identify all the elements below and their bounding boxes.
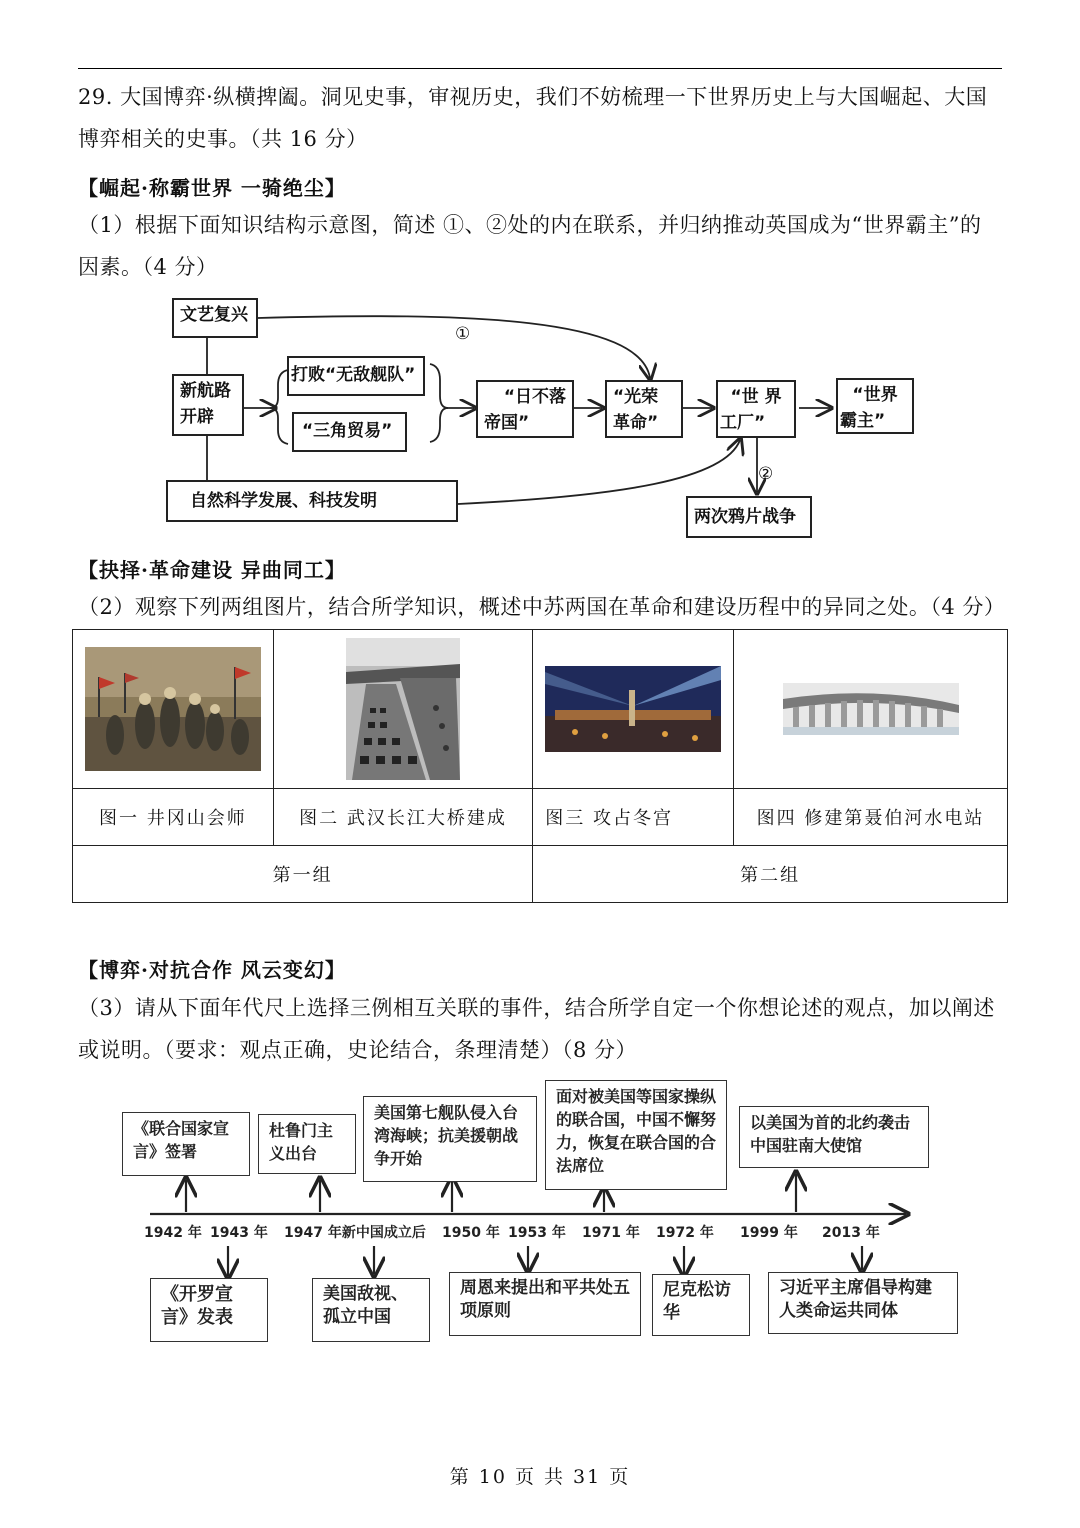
new-route-line-2: 开辟	[180, 407, 214, 427]
new-route-line-1: 新航路	[180, 381, 231, 401]
event-box-nato-embassy: 以美国为首的北约袭击中国驻南大使馆	[739, 1106, 929, 1168]
science-box: 自然科学发展、科技发明	[166, 480, 458, 522]
question-2: （2）观察下列两组图片，结合所学知识，概述中苏两国在革命和建设历程中的异同之处。（4 分）	[78, 595, 1006, 619]
section2-heading: 【抉择·革命建设 异曲同工】	[78, 558, 346, 582]
group-1-label: 第一组	[73, 846, 533, 903]
group-2-label: 第二组	[533, 846, 1008, 903]
event-box-seventh-fleet: 美国第七舰队侵入台湾海峡；抗美援朝战争开始	[363, 1096, 537, 1182]
event-box-cairo-declaration: 《开罗宣言》发表	[150, 1278, 268, 1342]
section1-heading: 【崛起·称霸世界 一骑绝尘】	[78, 176, 346, 200]
question-1-line-1: （1）根据下面知识结构示意图，简述 ①、②处的内在联系，并归纳推动英国成为“世界霸主”的	[78, 213, 982, 237]
year-1953: 1953 年	[508, 1225, 566, 1241]
event-box-truman-doctrine: 杜鲁门主义出台	[258, 1114, 356, 1174]
armada-box: 打败“无敌舰队”	[287, 356, 425, 396]
page-footer: 第 10 页 共 31 页	[449, 1466, 631, 1488]
opium-wars-box: 两次鸦片战争	[686, 496, 812, 538]
year-1999: 1999 年	[740, 1225, 798, 1241]
marker-2: ②	[758, 464, 774, 484]
year-1971: 1971 年	[582, 1225, 640, 1241]
question-1-line-2: 因素。（4 分）	[78, 255, 218, 279]
year-1972: 1972 年	[656, 1225, 714, 1241]
caption-3: 图三 攻占冬宫	[533, 789, 734, 846]
revolution-line-2: 革命”	[613, 413, 659, 433]
event-box-un-declaration: 《联合国家宣言》签署	[122, 1112, 250, 1176]
empire-line-2: 帝国”	[484, 413, 530, 433]
event-box-us-hostility: 美国敌视、孤立中国	[312, 1278, 430, 1342]
revolution-line-1: “光荣	[613, 387, 659, 407]
question-line-1: 29. 大国博弈·纵横捭阖。洞见史事，审视历史，我们不妨梳理一下世界历史上与大国崛起、大国	[78, 85, 988, 109]
event-box-un-seat: 面对被美国等国家操纵的联合国，中国不懈努力，恢复在联合国的合法席位	[545, 1080, 727, 1190]
factory-line-1: “世 界	[730, 387, 782, 407]
question-3-line-1: （3）请从下面年代尺上选择三例相互关联的事件，结合所学自定一个你想论述的观点，加以阐述	[78, 996, 995, 1020]
event-box-nixon-visit: 尼克松访华	[652, 1274, 750, 1336]
year-1950: 1950 年	[442, 1225, 500, 1241]
question-line-2: 博弈相关的史事。（共 16 分）	[78, 127, 368, 151]
hegemon-line-1: “世界	[852, 385, 898, 405]
caption-1: 图一 井冈山会师	[73, 789, 274, 846]
renaissance-box: 文艺复兴	[172, 298, 258, 338]
year-1942: 1942 年	[144, 1225, 202, 1241]
question-3-line-2: 或说明。（要求：观点正确，史论结合，条理清楚）（8 分）	[78, 1038, 638, 1062]
factory-line-2: 工厂”	[720, 413, 766, 433]
year-1947: 1947 年新中国成立后	[284, 1225, 426, 1241]
section3-heading: 【博弈·对抗合作 风云变幻】	[78, 958, 346, 982]
event-box-five-principles: 周恩来提出和平共处五项原则	[449, 1272, 641, 1336]
marker-1: ①	[455, 324, 471, 344]
empire-line-1: “日不落	[503, 387, 566, 407]
year-1943: 1943 年	[210, 1225, 268, 1241]
triangle-trade-box: “三角贸易”	[292, 412, 407, 452]
caption-4: 图四 修建第聂伯河水电站	[734, 789, 1008, 846]
year-2013: 2013 年	[822, 1225, 880, 1241]
hegemon-line-2: 霸主”	[840, 411, 886, 431]
event-box-shared-future: 习近平主席倡导构建人类命运共同体	[768, 1272, 958, 1334]
caption-2: 图二 武汉长江大桥建成	[273, 789, 533, 846]
